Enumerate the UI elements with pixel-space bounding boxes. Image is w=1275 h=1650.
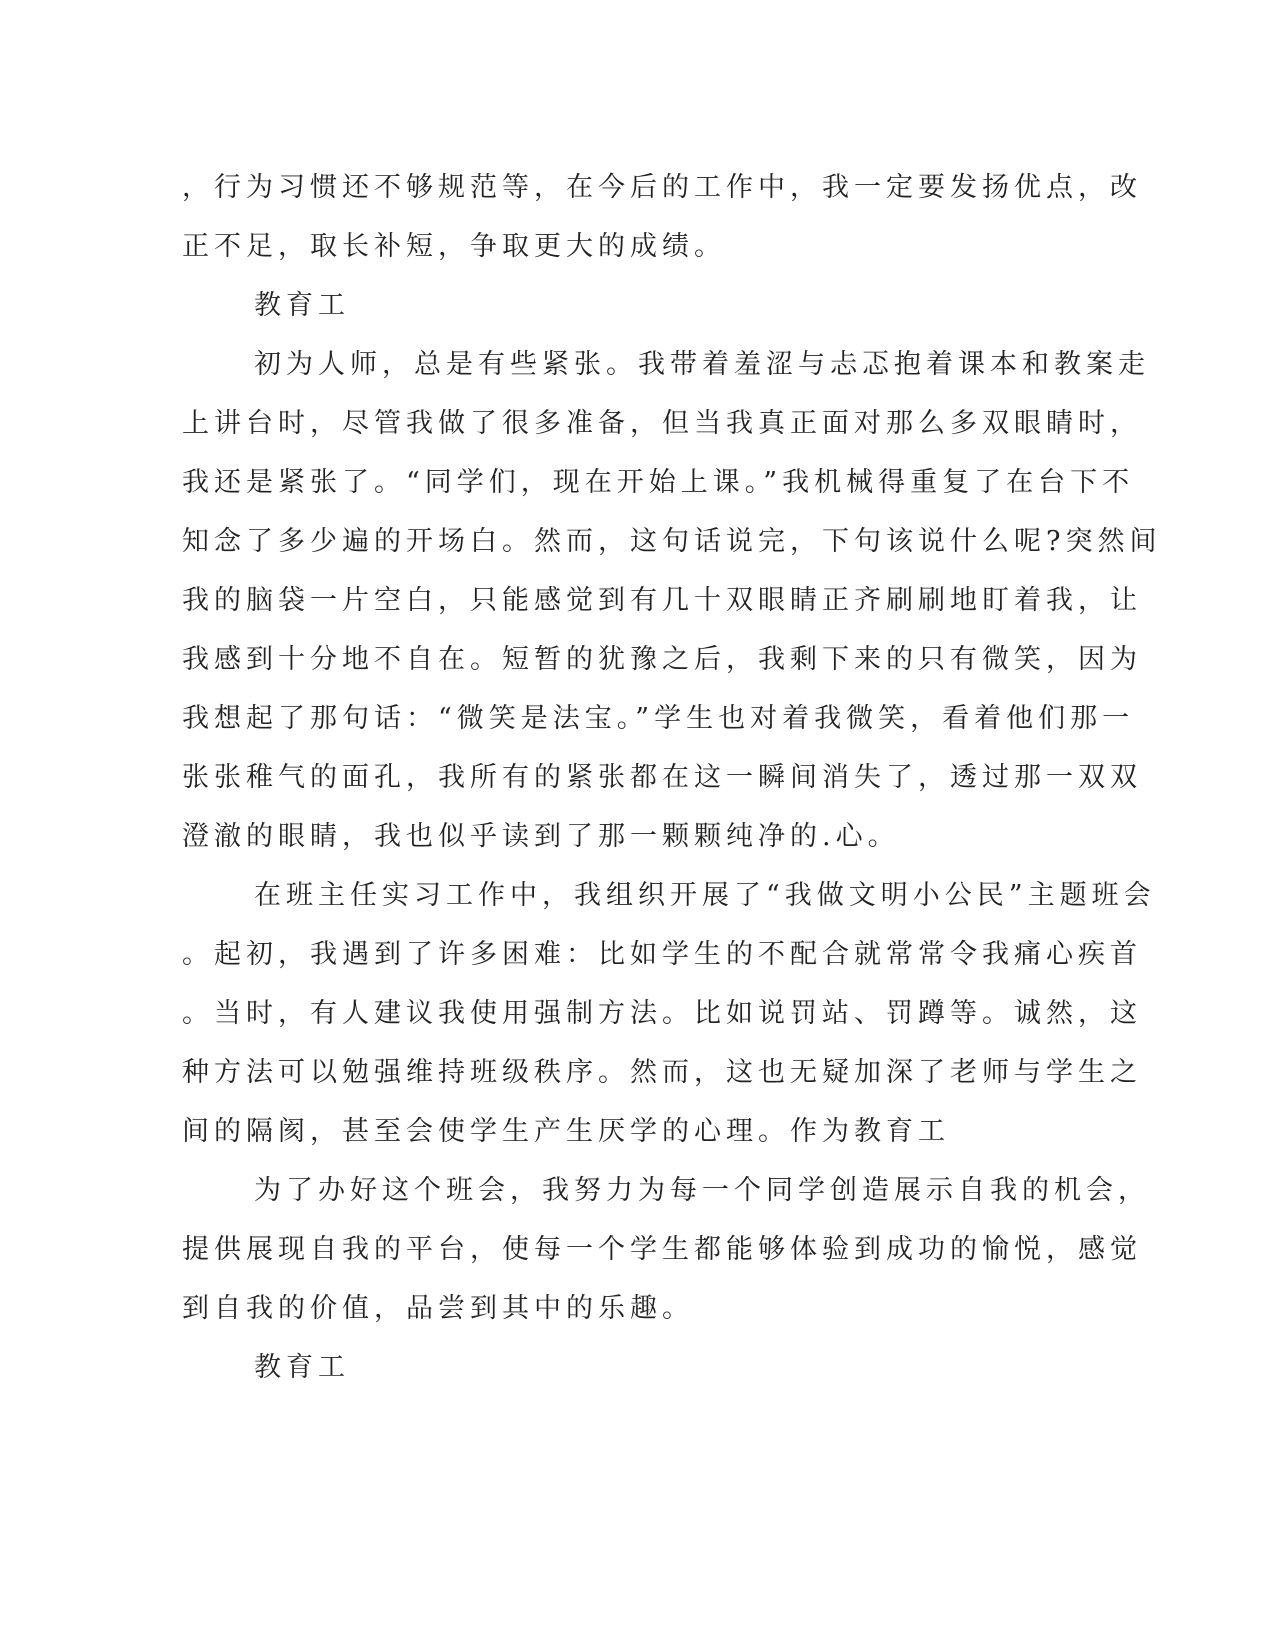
text-line: 间的隔阂，甚至会使学生产生厌学的心理。作为教育工 xyxy=(182,1116,950,1147)
text-line: 。起初，我遇到了许多困难：比如学生的不配合就常常令我痛心疾首 xyxy=(182,939,1142,970)
text-line: 。当时，有人建议我使用强制方法。比如说罚站、罚蹲等。诚然，这 xyxy=(182,998,1142,1029)
text-line: 为了办好这个班会，我努力为每一个同学创造展示自我的机会， xyxy=(254,1175,1150,1206)
section-heading: 教育工 xyxy=(254,1352,350,1383)
text-line: 在班主任实习工作中，我组织开展了“我做文明小公民”主题班会 xyxy=(254,880,1156,911)
text-line: 到自我的价值，品尝到其中的乐趣。 xyxy=(182,1293,694,1324)
text-line: 正不足，取长补短，争取更大的成绩。 xyxy=(182,231,726,262)
text-line: 上讲台时，尽管我做了很多准备，但当我真正面对那么多双眼睛时， xyxy=(182,408,1142,439)
text-line: 种方法可以勉强维持班级秩序。然而，这也无疑加深了老师与学生之 xyxy=(182,1057,1142,1088)
section-heading: 教育工 xyxy=(254,290,350,321)
text-line: 我的脑袋一片空白，只能感觉到有几十双眼睛正齐刷刷地盯着我，让 xyxy=(182,585,1142,616)
text-line: 我想起了那句话：“微笑是法宝。”学生也对着我微笑，看着他们那一 xyxy=(182,703,1135,734)
text-line: 我感到十分地不自在。短暂的犹豫之后，我剩下来的只有微笑，因为 xyxy=(182,644,1142,675)
text-line: 提供展现自我的平台，使每一个学生都能够体验到成功的愉悦，感觉 xyxy=(182,1234,1142,1265)
text-line: 张张稚气的面孔，我所有的紧张都在这一瞬间消失了，透过那一双双 xyxy=(182,762,1142,793)
text-line: 知念了多少遍的开场白。然而，这句话说完，下句该说什么呢?突然间 xyxy=(182,526,1162,557)
text-line: 初为人师，总是有些紧张。我带着羞涩与忐忑抱着课本和教案走 xyxy=(254,349,1150,380)
text-line: 澄澈的眼睛，我也似乎读到了那一颗颗纯净的.心。 xyxy=(182,821,900,852)
document-body xyxy=(182,158,1162,1397)
text-line: ，行为习惯还不够规范等，在今后的工作中，我一定要发扬优点，改 xyxy=(182,172,1142,203)
text-line: 我还是紧张了。“同学们，现在开始上课。”我机械得重复了在台下不 xyxy=(182,467,1135,498)
